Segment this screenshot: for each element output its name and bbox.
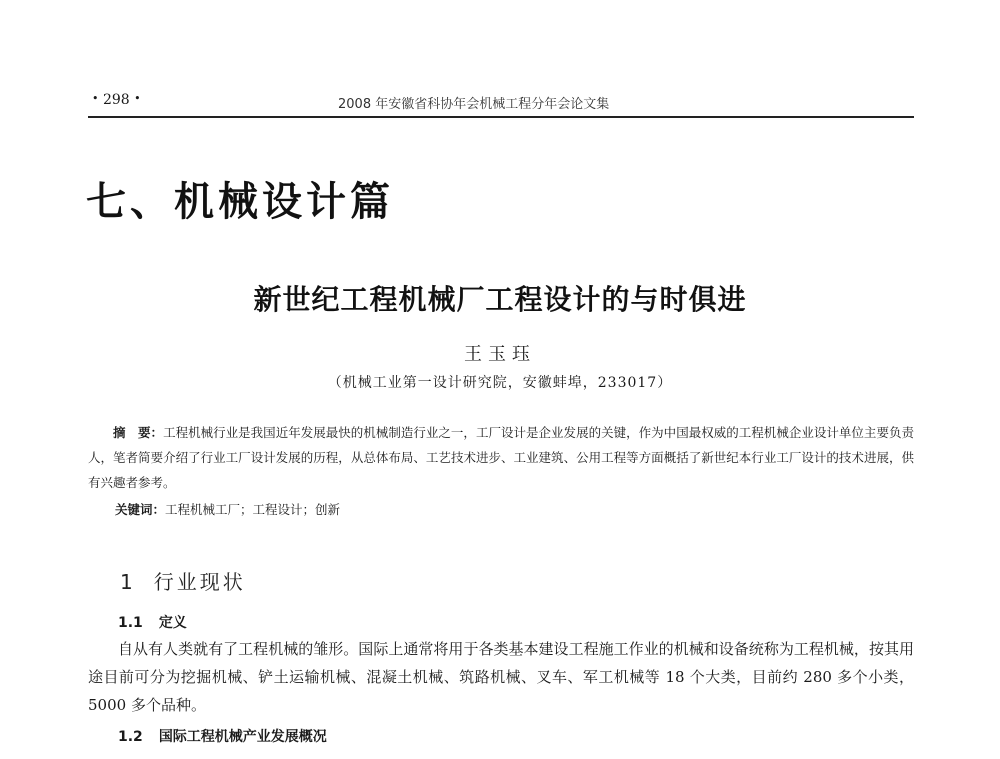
- abstract-label: 摘 要：: [113, 425, 164, 440]
- subsection-1-2-title: 国际工程机械产业发展概况: [158, 729, 327, 745]
- page-number: • 298 •: [92, 92, 141, 108]
- subsection-1-2-heading: [118, 726, 327, 746]
- subsection-1-1-number: 1.1: [118, 615, 143, 631]
- body-paragraph-text: 自从有人类就有了工程机械的雏形。国际上通常将用于各类基本建设工程施工作业的机械和设备统称为工程机械，按其用途目前可分为挖掘机械、铲土运输机械、混凝土机械、筑路机械、叉车、军工机械等 18 个大类，目前约 280 多个小类，5000 多个品种。: [88, 640, 914, 714]
- keywords: [115, 497, 340, 522]
- subsection-1-1-heading: [118, 612, 187, 632]
- subsection-1-2-number: 1.2: [118, 729, 143, 745]
- keywords-text: 工程机械工厂；工程设计；创新: [165, 502, 341, 517]
- cutoff-text-line: [118, 750, 918, 759]
- section-1-heading: [120, 566, 246, 595]
- paper-title: 新世纪工程机械厂工程设计的与时俱进: [253, 283, 747, 316]
- body-paragraph: [88, 635, 914, 719]
- keywords-label: 关键词：: [115, 502, 166, 517]
- running-title: 2008 年安徽省科协年会机械工程分年会论文集: [338, 97, 610, 112]
- section-1-title: 行业现状: [153, 570, 246, 594]
- author-name: 王玉珏: [464, 344, 536, 365]
- author-affiliation: （机械工业第一设计研究院，安徽蚌埠，233017）: [327, 375, 673, 391]
- section-heading: 七、机械设计篇: [86, 179, 394, 225]
- abstract-text: 工程机械行业是我国近年发展最快的机械制造行业之一，工厂设计是企业发展的关键，作为中国最权威的工程机械企业设计单位主要负责人，笔者简要介绍了行业工厂设计发展的历程，从总体布局、工艺技术进步、工业建筑、公用工程等方面概括了新世纪本行业工厂设计的技术进展，供有兴趣者参考。: [88, 425, 914, 490]
- subsection-1-1-title: 定义: [158, 615, 187, 631]
- section-1-number: 1: [120, 570, 136, 594]
- running-header: [88, 86, 914, 118]
- abstract: [88, 420, 914, 495]
